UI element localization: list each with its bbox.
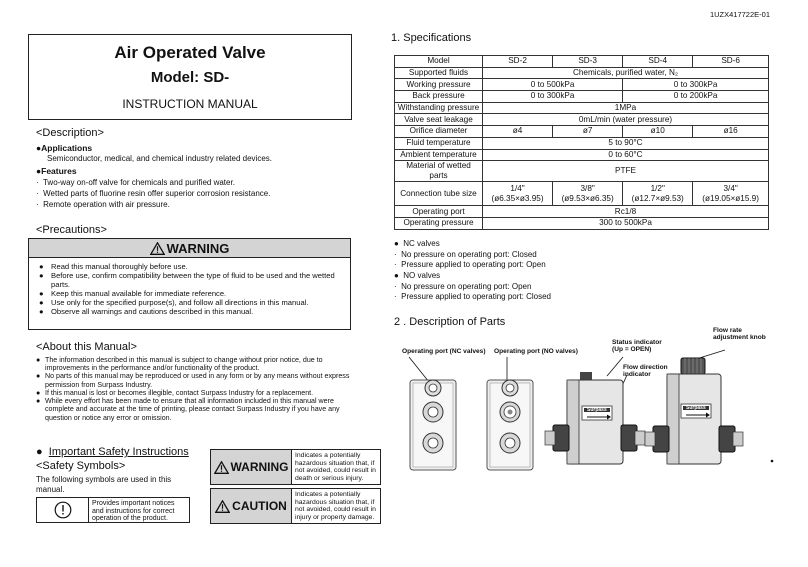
nc-valves-item: · Pressure applied to operating port: Open bbox=[394, 260, 546, 270]
warning-item: ● Keep this manual available for immediate reference. bbox=[39, 288, 227, 298]
flow-rate-knob-label: Flow rate adjustment knob bbox=[713, 327, 766, 342]
warning-item: ● Read this manual thoroughly before use. bbox=[39, 262, 188, 271]
no-valves-item: · No pressure on operating port: Open bbox=[394, 281, 532, 291]
table-row: Supported fluids Chemicals, purified water, N₂ bbox=[395, 67, 769, 79]
table-row: Orifice diameter ø4 ø7 ø10 ø16 bbox=[395, 126, 769, 138]
document-title: Air Operated Valve bbox=[114, 43, 266, 62]
warning-item: ● Observe all warnings and cautions described in this manual. bbox=[39, 306, 254, 316]
safety-symbols-text: The following symbols are used in this manual. bbox=[36, 475, 172, 494]
about-item: ● No parts of this manual may be reproduced or used in any form or by any means without express permission from Surpass Industry. bbox=[36, 372, 350, 389]
precautions-heading: <Precautions> bbox=[36, 224, 107, 236]
feature-item: · Wetted parts of fluorine resin offer superior corrosion resistance. bbox=[36, 189, 271, 198]
document-id: 1UZX417722E-01 bbox=[709, 10, 770, 19]
warning-list bbox=[29, 258, 350, 317]
caution-triangle-icon bbox=[215, 500, 230, 513]
nc-valves-label: ● NC valves bbox=[394, 239, 440, 248]
no-port-label: Operating port (NO valves) bbox=[494, 348, 578, 355]
valve-type-list bbox=[394, 239, 551, 303]
table-row: Valve seat leakage 0mL/min (water pressure) bbox=[395, 114, 769, 126]
about-item: ● While every effort has been made to ensure that all information included in this manual were complete and accurate at the time of printing, please contact Surpass Industry if you have any question or notice any error or omission. bbox=[36, 397, 340, 422]
features-label: ●Features bbox=[36, 166, 77, 176]
manual-title: INSTRUCTION MANUAL bbox=[122, 97, 258, 112]
features-list bbox=[36, 177, 270, 210]
safety-symbols-heading: <Safety Symbols> bbox=[36, 460, 126, 472]
nc-port-label: Operating port (NC valves) bbox=[402, 348, 486, 355]
feature-item: · Remote operation with air pressure. bbox=[36, 200, 170, 209]
no-valves-label: ● NO valves bbox=[394, 270, 441, 280]
valve-with-flow-rate-knob-view bbox=[645, 358, 773, 464]
exclamation-circle-icon bbox=[54, 501, 72, 519]
table-row: Fluid temperature 5 to 90°C bbox=[395, 137, 769, 149]
about-list bbox=[36, 356, 358, 422]
warning-level-row bbox=[210, 449, 381, 485]
nc-valve-front-view bbox=[410, 380, 456, 470]
warning-triangle-icon bbox=[150, 242, 165, 255]
table-row: Operating pressure 300 to 500kPa bbox=[395, 217, 769, 229]
warning-triangle-icon bbox=[214, 461, 229, 474]
table-row: Connection tube size 1/4" (ø6.35×ø3.95) 3/8" (ø9.53×ø6.35) 1/2" (ø12.7×ø9.53) 3/4" (ø19.05×ø15.9) bbox=[395, 182, 769, 206]
warning-item: ● Use only for the specified purpose(s), and follow all directions in this manual. bbox=[39, 297, 309, 307]
specifications-heading: 1. Specifications bbox=[391, 32, 472, 44]
notice-text: Provides important notices and instructions for correct operation of the product. bbox=[92, 500, 175, 523]
table-row: Ambient temperature 0 to 60°C bbox=[395, 149, 769, 161]
description-heading: <Description> bbox=[36, 127, 104, 139]
applications-text: Semiconductor, medical, and chemical industry related devices. bbox=[47, 154, 272, 163]
specifications-table bbox=[394, 55, 769, 230]
no-valve-front-view bbox=[487, 380, 533, 470]
title-box bbox=[28, 34, 352, 120]
table-row: Withstanding pressure 1MPa bbox=[395, 102, 769, 114]
status-indicator-label: Status indicator (Up = OPEN) bbox=[612, 339, 662, 354]
nc-valves-item: · No pressure on operating port: Closed bbox=[394, 249, 537, 259]
warning-item: ● Before use, confirm compatibility between the type of fluid to be used and the wetted parts. bbox=[39, 270, 335, 289]
caution-definition: Indicates a potentially hazardous situation that, if not avoided, could result in injury or property damage. bbox=[295, 491, 376, 521]
flow-direction-label: Flow direction indicator bbox=[623, 364, 668, 379]
warning-title: WARNING bbox=[166, 241, 230, 256]
table-row: Operating port Rc1/8 bbox=[395, 206, 769, 218]
parts-heading: 2 . Description of Parts bbox=[394, 316, 506, 328]
no-valves-item: · Pressure applied to operating port: Closed bbox=[394, 292, 551, 302]
table-row: Back pressure 0 to 300kPa 0 to 200kPa bbox=[395, 91, 769, 103]
feature-item: · Two-way on-off valve for chemicals and purified water. bbox=[36, 178, 235, 187]
about-item: ● The information described in this manual is subject to change without prior notice, due to improvements in the performance and/or functionality of the product. bbox=[36, 356, 323, 373]
caution-label: CAUTION bbox=[232, 498, 287, 513]
brand-label: Surpass bbox=[587, 407, 607, 413]
notice-symbol-row bbox=[36, 497, 190, 523]
warning-box bbox=[28, 238, 351, 330]
applications-label: ●Applications bbox=[36, 143, 93, 153]
warning-header bbox=[29, 239, 350, 258]
about-heading: <About this Manual> bbox=[36, 341, 137, 353]
table-row: Material of wetted parts PTFE bbox=[395, 161, 769, 182]
warning-definition: Indicates a potentially hazardous situation that, if not avoided, could result in death or serious injury. bbox=[295, 452, 376, 482]
about-item: ● If this manual is lost or becomes illegible, contact Surpass Industry for a replacement. bbox=[36, 388, 314, 397]
model-title: Model: SD- bbox=[150, 69, 230, 87]
table-row: Working pressure 0 to 500kPa 0 to 300kPa bbox=[395, 79, 769, 91]
caution-level-row bbox=[210, 488, 381, 524]
brand-label: Surpass bbox=[686, 405, 706, 411]
valve-parts-illustration bbox=[395, 330, 785, 475]
safety-heading: ● Important Safety Instructions bbox=[36, 446, 189, 458]
valve-side-view bbox=[545, 372, 645, 464]
warning-label: WARNING bbox=[230, 459, 289, 474]
table-header-row: Model SD-2 SD-3 SD-4 SD-6 bbox=[395, 56, 769, 68]
